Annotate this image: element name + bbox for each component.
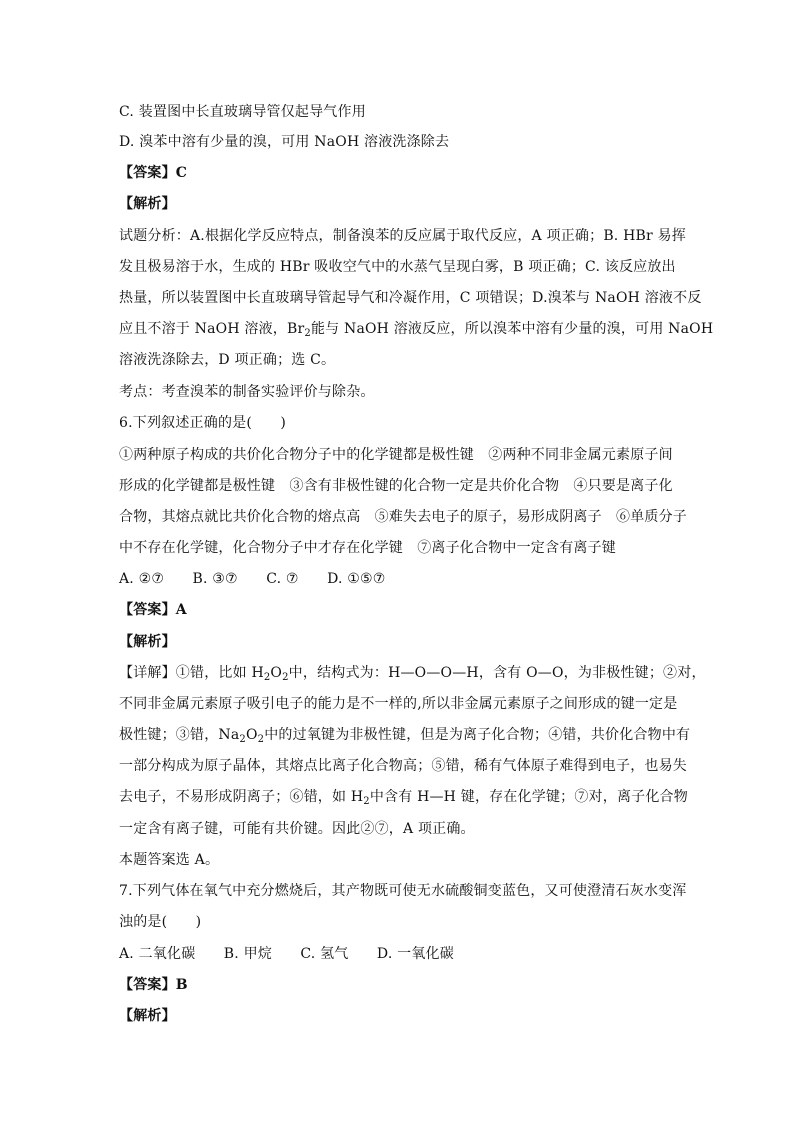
question-7-stem: 浊的是( ) <box>119 914 202 930</box>
subscript: 2 <box>304 328 311 339</box>
text-run: O <box>245 727 258 743</box>
answer-label: 【答案】A <box>119 602 187 618</box>
text-run: O <box>270 665 283 681</box>
text-run: 应且不溶于 NaOH 溶液，Br <box>119 321 305 337</box>
option-c-line: C. 装置图中长直玻璃导管仅起导气作用 <box>119 104 366 120</box>
analysis-label: 【解析】 <box>119 1008 176 1024</box>
subscript: 2 <box>257 734 265 745</box>
question-6-options: A. ②⑦ B. ③⑦ C. ⑦ D. ①⑤⑦ <box>119 571 386 587</box>
answer-label: 【答案】C <box>119 165 188 181</box>
subscript: 2 <box>239 734 246 745</box>
analysis-text-line: 热量，所以装置图中长直玻璃导管起导气和冷凝作用，C 项错误；D.溴苯与 NaOH 溶液不反 <box>119 290 702 306</box>
detail-line <box>119 663 706 688</box>
text-run: 能与 NaOH 溶液反应，所以溴苯中溶有少量的溴，可用 NaOH <box>310 321 714 337</box>
text-run: 去电子，不易形成阴离子；⑥错，如 H <box>119 789 364 805</box>
kaodian-line: 考点：考查溴苯的制备实验评价与除杂。 <box>119 384 375 400</box>
question-6-stem: 6.下列叙述正确的是( ) <box>119 415 287 431</box>
detail-line <box>119 787 688 812</box>
analysis-text-line: 溶液洗涤除去，D 项正确；选 C。 <box>119 352 336 368</box>
text-run: 极性键；③错，Na <box>119 727 240 743</box>
analysis-text-line <box>119 319 714 344</box>
question-7-stem: 7.下列气体在氧气中充分燃烧后，其产物既可使无水硫酸铜变蓝色，又可使澄清石灰水变浑 <box>119 883 687 899</box>
detail-line: 不同非金属元素原子吸引电子的能力是不一样的,所以非金属元素原子之间形成的键一定是 <box>119 696 678 712</box>
answer-label: 【答案】B <box>119 977 188 993</box>
detail-line: 一部分构成为原子晶体，其熔点比离子化合物高；⑤错，稀有气体原子难得到电子，也易失 <box>119 758 687 774</box>
text-run: 中的过氧键为非极性键，但是为离子化合物；④错，共价化合物中有 <box>264 727 691 743</box>
question-6-statement-line: 中不存在化学键，化合物分子中才存在化学键 ⑦离子化合物中一定含有离子键 <box>119 540 616 556</box>
subscript: 2 <box>363 796 370 807</box>
analysis-text-line: 试题分析：A.根据化学反应特点，制备溴苯的反应属于取代反应，A 项正确；B. HBr 易挥 <box>119 228 686 244</box>
option-d-line: D. 溴苯中溶有少量的溴，可用 NaOH 溶液洗涤除去 <box>119 134 450 150</box>
question-6-statement-line: 合物，其熔点就比共价化合物的熔点高 ⑤难失去电子的原子，易形成阴离子 ⑥单质分子 <box>119 509 687 525</box>
question-6-statement-line: 形成的化学键都是极性键 ③含有非极性键的化合物一定是共价化合物 ④只要是离子化 <box>119 478 673 494</box>
final-answer-line: 本题答案选 A。 <box>119 852 220 868</box>
analysis-text-line: 发且极易溶于水，生成的 HBr 吸收空气中的水蒸气呈现白雾，B 项正确；C. 该反应放出 <box>119 259 676 275</box>
text-run: 【详解】①错，比如 H <box>119 665 264 681</box>
question-6-statement-line: ①两种原子构成的共价化合物分子中的化学键都是极性键 ②两种不同非金属元素原子间 <box>119 447 673 463</box>
detail-line <box>119 725 691 750</box>
analysis-label: 【解析】 <box>119 196 176 212</box>
question-7-options: A. 二氧化碳 B. 甲烷 C. 氢气 D. 一氧化碳 <box>119 946 454 962</box>
subscript: 2 <box>282 672 289 683</box>
detail-line: 一定含有离子键，可能有共价键。因此②⑦，A 项正确。 <box>119 821 475 837</box>
analysis-label: 【解析】 <box>119 634 176 650</box>
subscript: 2 <box>263 672 271 683</box>
text-run: 中，结构式为：H—O—O—H，含有 O—O，为非极性键；②对， <box>288 665 706 681</box>
text-run: 中含有 H—H 键，存在化学键；⑦对，离子化合物 <box>369 789 688 805</box>
